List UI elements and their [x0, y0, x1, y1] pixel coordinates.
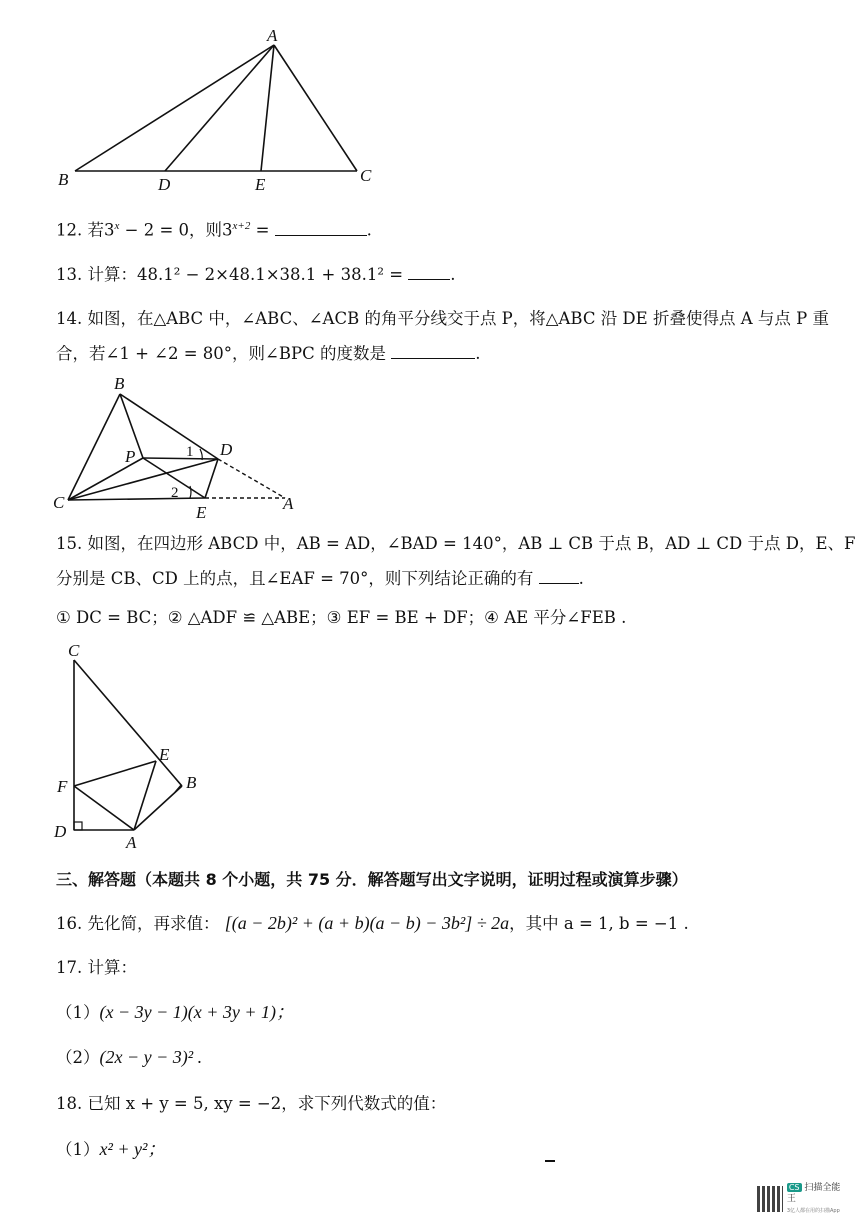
question-number: 14. [56, 309, 83, 328]
question-12: 12. 若$3^x - 2 = 0$，则$3^{x+2}$ = . [56, 220, 372, 240]
expression: 48.1² − 2×48.1×38.1 + 38.1² = [137, 265, 404, 284]
segment-ae [261, 45, 274, 171]
segment-ad [165, 45, 274, 171]
answer-blank[interactable] [408, 263, 450, 280]
answer-blank[interactable] [275, 219, 367, 236]
question-15-line1: 15. 如图，在四边形 ABCD 中，AB = AD，∠BAD = 140°，AB ⊥ CB 于点 B，AD ⊥ CD 于点 D，E、F [56, 534, 856, 553]
watermark-subtitle: 3亿人都在用的扫描App [786, 1207, 840, 1214]
segment-cb [74, 660, 182, 786]
question-16: 16. 先化简，再求值： [(a − 2b)² + (a + b)(a − b) − 3b²] ÷ 2a，其中 a = 1, b = −1 . [56, 913, 689, 933]
answer-blank[interactable] [391, 342, 475, 359]
label-c: C [360, 166, 372, 185]
segment-bc [68, 394, 120, 500]
question-13: 13. 计算：48.1² − 2×48.1×38.1 + 38.1² = . [56, 265, 456, 284]
question-number: 15. [56, 534, 83, 553]
segment-de [205, 459, 218, 498]
label-b: B [114, 374, 125, 393]
label-a: A [267, 26, 278, 45]
question-15-line2: 分别是 CB、CD 上的点，且∠EAF = 70°，则下列结论正确的有 . [56, 569, 584, 588]
watermark-title: 扫描全能王 [786, 1182, 841, 1204]
label-d: D [220, 440, 233, 459]
label-c: C [68, 641, 80, 660]
cs-badge: CS [788, 1182, 800, 1192]
section-3-title: 三、解答题（本题共 8 个小题，共 75 分．解答题写出文字说明，证明过程或演算步骤） [56, 870, 688, 889]
figure-folded-triangle [50, 372, 310, 522]
label-b: B [186, 773, 197, 792]
question-14-line1: 14. 如图，在△ABC 中，∠ABC、∠ACB 的角平分线交于点 P，将△ABC 沿 DE 折叠使得点 A 与点 P 重 [56, 309, 829, 328]
scanner-watermark [757, 1184, 849, 1214]
page-mark [545, 1160, 555, 1162]
label-c: C [53, 493, 65, 512]
figure-triangle-abc [55, 25, 385, 195]
label-e: E [159, 745, 170, 764]
label-angle-1: 1 [186, 444, 194, 460]
label-angle-2: 2 [171, 485, 179, 501]
segment-ce [68, 498, 205, 500]
question-number: 12. [56, 220, 83, 240]
label-a: A [126, 833, 137, 852]
segment-c-to-d [68, 459, 218, 500]
question-17-part1: （1）(x − 3y − 1)(x + 3y + 1)； [56, 1002, 295, 1022]
label-a: A [283, 494, 294, 513]
segment-fa [74, 786, 134, 830]
label-e: E [255, 175, 266, 194]
qr-code-icon [757, 1186, 783, 1212]
question-17-part2: （2）(2x − y − 3)² . [56, 1047, 203, 1067]
answer-blank[interactable] [539, 567, 579, 584]
label-b: B [58, 170, 69, 189]
question-18: 18. 已知 x + y = 5, xy = −2，求下列代数式的值： [56, 1094, 447, 1113]
question-number: 17. [56, 958, 83, 977]
question-14-line2: 合，若∠1 + ∠2 = 80°，则∠BPC 的度数是 . [56, 344, 481, 363]
figure-quadrilateral-abcd [50, 638, 220, 853]
question-number: 18. [56, 1094, 83, 1113]
question-18-part1: （1）x² + y²； [56, 1139, 166, 1159]
segment-fe [74, 761, 156, 786]
dashed-da [218, 459, 285, 498]
question-15-options: ① DC = BC；② △ADF ≌ △ABE；③ EF = BE + DF；④ AE 平分∠FEB . [56, 608, 627, 627]
label-d: D [158, 175, 171, 194]
label-p: P [125, 447, 136, 466]
question-number: 16. [56, 914, 83, 933]
segment-ab [75, 45, 274, 171]
segment-ac [274, 45, 357, 171]
question-17: 17. 计算： [56, 958, 137, 977]
label-f: F [57, 777, 68, 796]
question-number: 13. [56, 265, 83, 284]
label-d: D [54, 822, 67, 841]
expression: [(a − 2b)² + (a + b)(a − b) − 3b²] ÷ 2a [224, 913, 510, 933]
segment-pd [143, 458, 218, 459]
label-e: E [196, 503, 207, 522]
right-angle-d [74, 822, 82, 830]
